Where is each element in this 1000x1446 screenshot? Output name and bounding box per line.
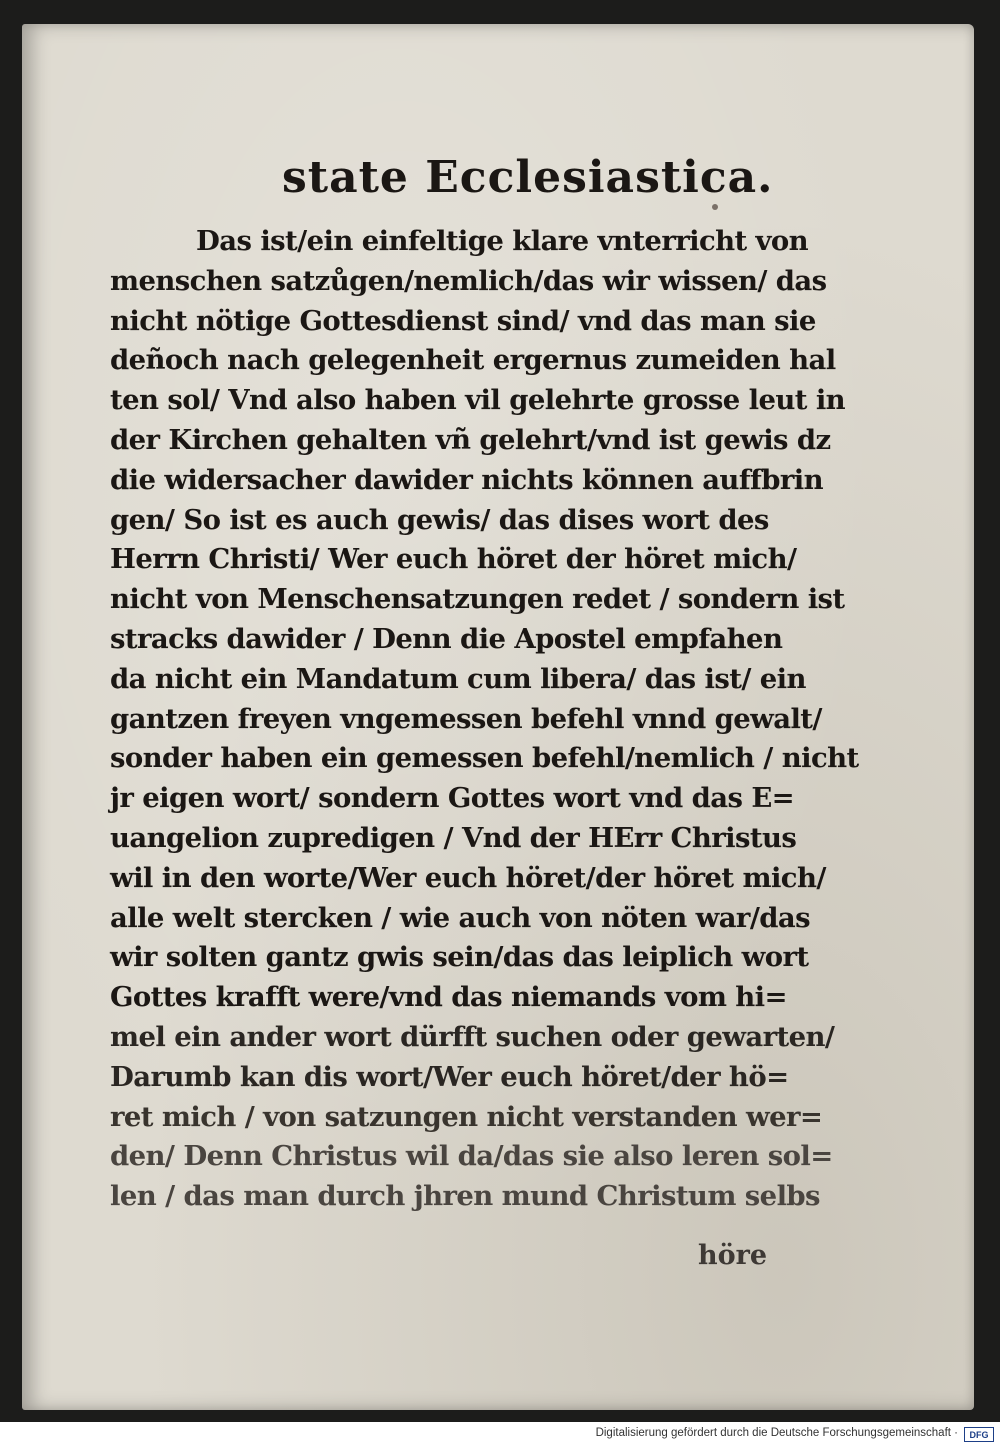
- text-line: mel ein ander wort dürfft suchen oder gewarten/: [110, 1020, 835, 1053]
- page-heading: state Ecclesiastica.: [282, 152, 774, 203]
- text-line: der Kirchen gehalten vñ gelehrt/vnd ist gewis dz: [110, 423, 831, 456]
- text-line: len / das man durch jhren mund Christum selbs: [110, 1180, 820, 1213]
- text-line: den/ Denn Christus wil da/das sie also leren sol=: [110, 1140, 833, 1173]
- text-line: nicht nötige Gottesdienst sind/ vnd das man sie: [110, 304, 816, 337]
- text-line: uangelion zupredigen / Vnd der HErr Christus: [110, 821, 797, 854]
- text-line: da nicht ein Mandatum cum libera/ das ist/ ein: [110, 662, 806, 695]
- dfg-logo: DFG: [964, 1427, 994, 1442]
- text-line: ten sol/ Vnd also haben vil gelehrte grosse leut in: [110, 384, 846, 417]
- text-line: jr eigen wort/ sondern Gottes wort vnd das E=: [110, 782, 795, 815]
- text-line: nicht von Menschensatzungen redet / sondern ist: [110, 583, 845, 616]
- text-line: alle welt stercken / wie auch von nöten war/das: [110, 901, 810, 934]
- text-line: ret mich / von satzungen nicht verstanden wer=: [110, 1100, 823, 1133]
- text-line: Gottes krafft were/vnd das niemands vom hi=: [110, 981, 787, 1014]
- text-line: gantzen freyen vngemessen befehl vnnd gewalt/: [110, 702, 822, 735]
- text-line: die widersacher dawider nichts können auffbrin: [110, 463, 824, 496]
- catchword: höre: [698, 1240, 768, 1271]
- text-line: sonder haben ein gemessen befehl/nemlich / nicht: [110, 742, 859, 775]
- ink-speck: [712, 204, 718, 210]
- text-line: Herrn Christi/ Wer euch höret der höret mich/: [110, 543, 797, 576]
- text-line: gen/ So ist es auch gewis/ das dises wort des: [110, 503, 769, 536]
- book-page: [22, 24, 974, 1410]
- footer-bar: [0, 1424, 1000, 1446]
- body-text: [110, 222, 859, 1217]
- text-line: wil in den worte/Wer euch höret/der höret mich/: [110, 861, 826, 894]
- funding-credit: Digitalisierung gefördert durch die Deutsche Forschungsgemeinschaft ·: [595, 1427, 958, 1439]
- text-line: stracks dawider / Denn die Apostel empfahen: [110, 622, 783, 655]
- text-line: wir solten gantz gwis sein/das das leiplich wort: [110, 941, 809, 974]
- text-line: deñoch nach gelegenheit ergernus zumeiden hal: [110, 344, 836, 377]
- text-line: Darumb kan dis wort/Wer euch höret/der hö=: [110, 1060, 789, 1093]
- text-line: menschen satzůgen/nemlich/das wir wissen/ das: [110, 264, 827, 297]
- text-line: Das ist/ein einfeltige klare vnterricht von: [196, 225, 809, 257]
